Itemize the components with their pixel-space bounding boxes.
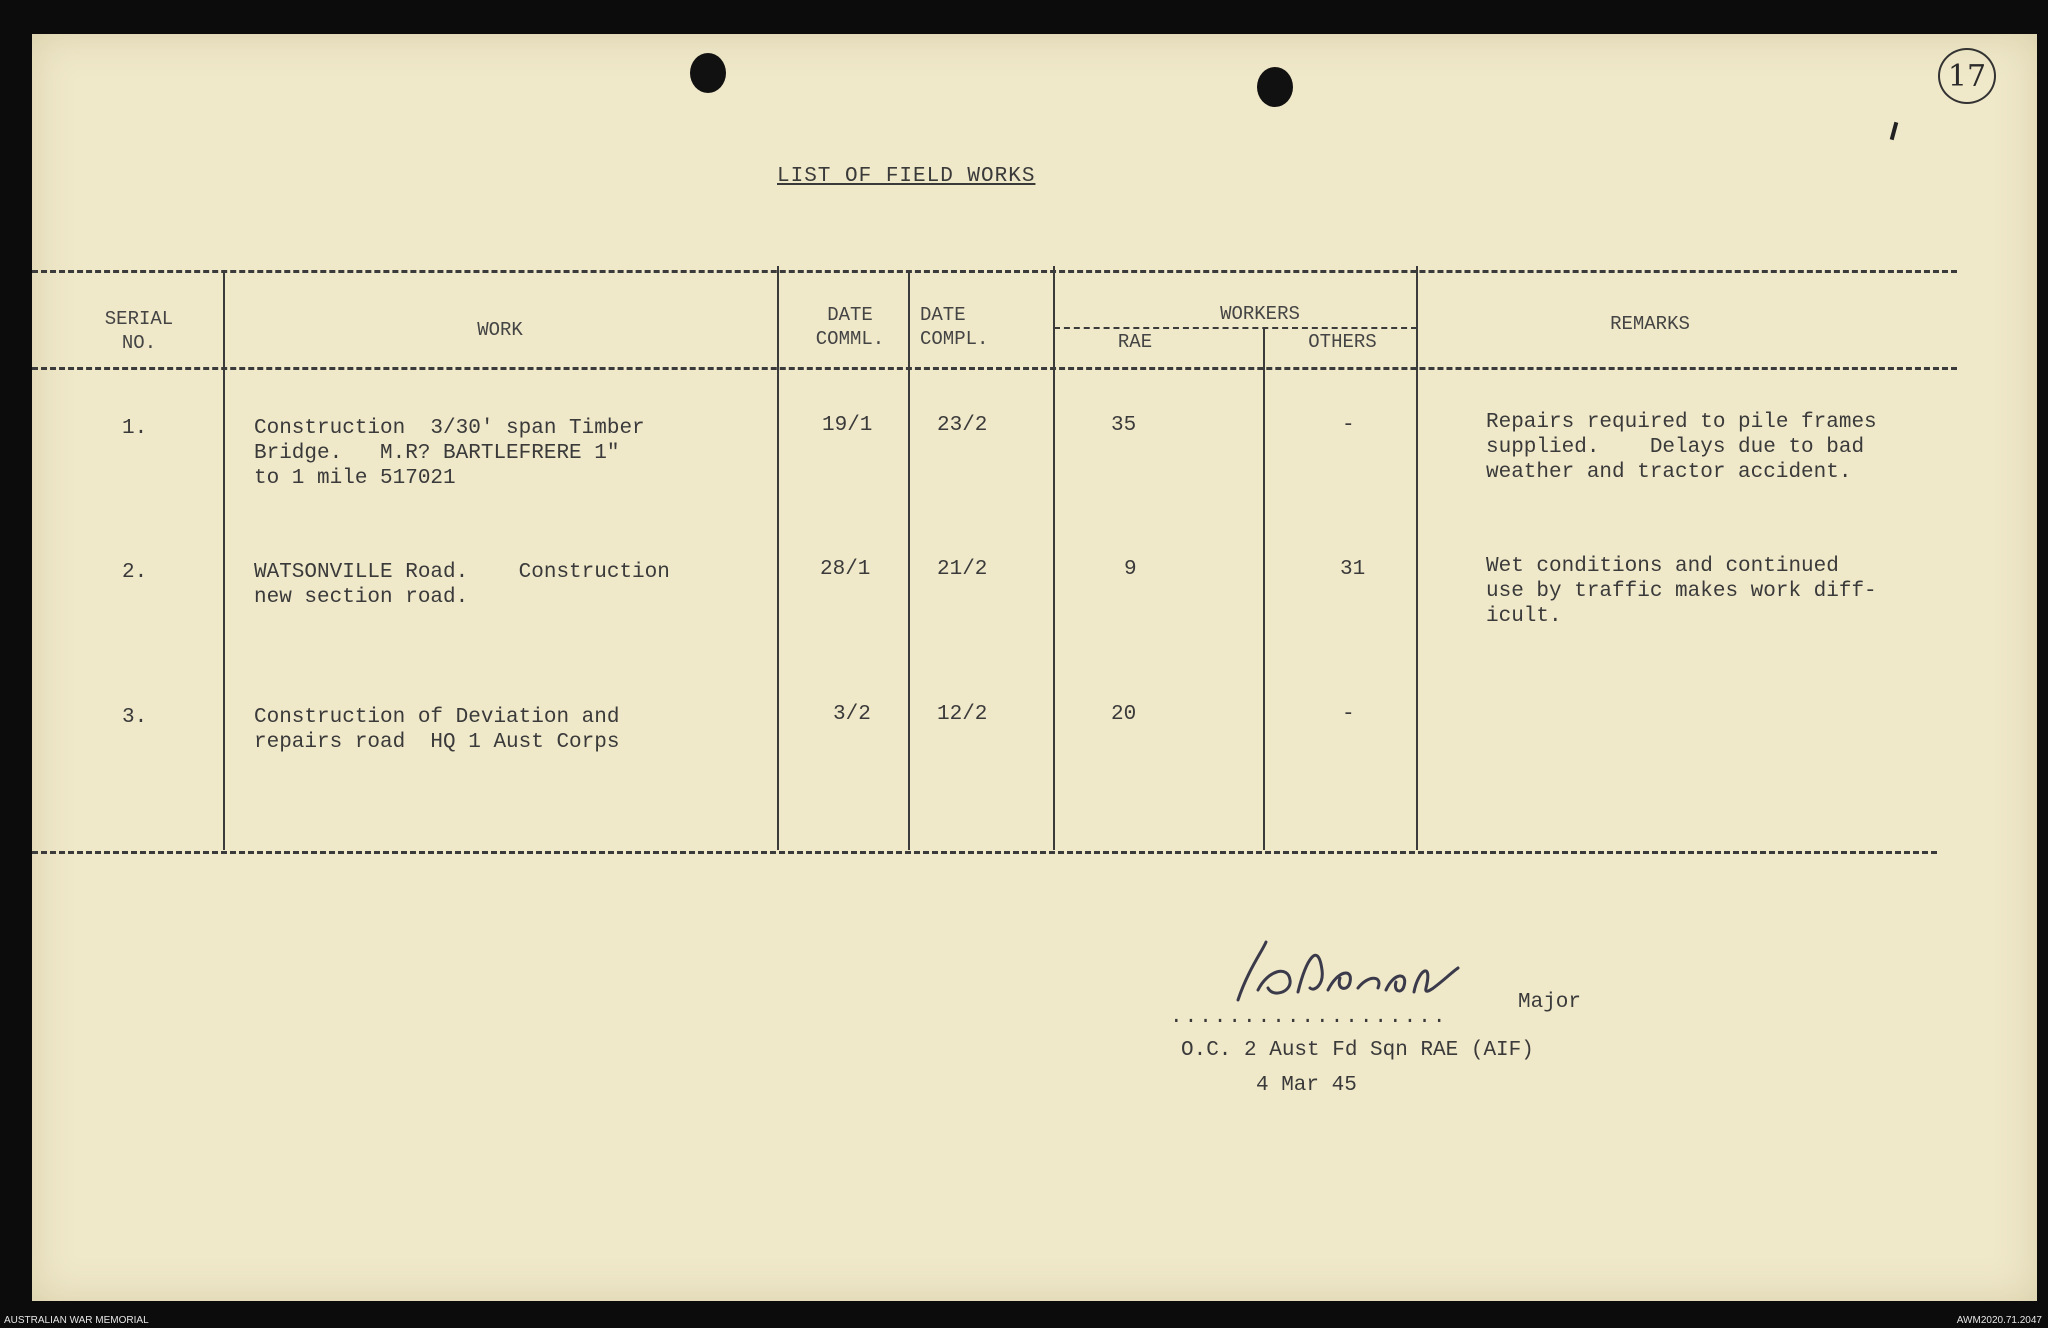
- archive-footer-right: AWM2020.71.2047: [1956, 1315, 2042, 1326]
- header-rae: RAE: [1117, 331, 1153, 353]
- table-row-rae: 35: [1111, 414, 1137, 437]
- table-row-serial: 2.: [122, 561, 148, 584]
- table-top-rule: [32, 270, 1957, 273]
- table-row-work: WATSONVILLE Road. Construction new section road.: [254, 561, 670, 609]
- table-row-work: Construction 3/30' span Timber Bridge. M.R? BARTLEFRERE 1" to 1 mile 517021: [254, 417, 645, 490]
- table-row-date-compl: 12/2: [937, 703, 988, 726]
- header-remarks: REMARKS: [1610, 313, 1690, 335]
- table-row-rae: 20: [1111, 703, 1137, 726]
- document-date: 4 Mar 45: [1256, 1074, 1357, 1097]
- workers-subheader-rule: [1054, 327, 1417, 329]
- header-serial: SERIAL NO.: [104, 308, 174, 354]
- table-row-date-compl: 23/2: [937, 414, 988, 437]
- document-page: [32, 34, 2037, 1301]
- archive-footer-left: AUSTRALIAN WAR MEMORIAL: [4, 1315, 149, 1326]
- header-work: WORK: [477, 319, 523, 341]
- header-others: OTHERS: [1308, 331, 1377, 353]
- table-row-serial: 1.: [122, 417, 148, 440]
- table-row-others: -: [1342, 414, 1355, 437]
- signature-unit: O.C. 2 Aust Fd Sqn RAE (AIF): [1181, 1039, 1534, 1062]
- table-row-date-comm: 3/2: [833, 703, 871, 726]
- table-row-date-comm: 19/1: [822, 414, 873, 437]
- table-row-others: -: [1342, 703, 1355, 726]
- punch-hole: [690, 53, 726, 93]
- table-header-rule: [32, 367, 1957, 370]
- folio-number: 17: [1938, 48, 1996, 104]
- page-title: LIST OF FIELD WORKS: [777, 165, 1036, 188]
- column-divider: [1053, 266, 1055, 850]
- signature-dots: ...................: [1170, 1006, 1448, 1029]
- table-row-work: Construction of Deviation and repairs road HQ 1 Aust Corps: [254, 706, 620, 754]
- column-divider: [223, 270, 225, 850]
- punch-hole: [1257, 67, 1293, 107]
- signature-rank: Major: [1518, 991, 1582, 1014]
- table-row-remarks: Repairs required to pile frames supplied. Delays due to bad weather and tractor accident.: [1486, 411, 1877, 484]
- header-workers: WORKERS: [1220, 303, 1300, 325]
- handwritten-signature: [1218, 930, 1518, 1010]
- column-divider: [777, 266, 779, 850]
- column-divider: [908, 270, 910, 850]
- header-date-comm: DATE COMML.: [815, 304, 885, 350]
- table-row-rae: 9: [1124, 558, 1137, 581]
- table-row-serial: 3.: [122, 706, 148, 729]
- table-bottom-rule: [32, 851, 1937, 854]
- column-divider: [1263, 327, 1265, 850]
- column-divider: [1416, 266, 1418, 850]
- table-row-date-compl: 21/2: [937, 558, 988, 581]
- table-row-remarks: Wet conditions and continued use by traffic makes work diff- icult.: [1486, 555, 1877, 628]
- table-row-others: 31: [1340, 558, 1366, 581]
- header-date-compl: DATE COMPL.: [920, 304, 989, 350]
- table-row-date-comm: 28/1: [820, 558, 871, 581]
